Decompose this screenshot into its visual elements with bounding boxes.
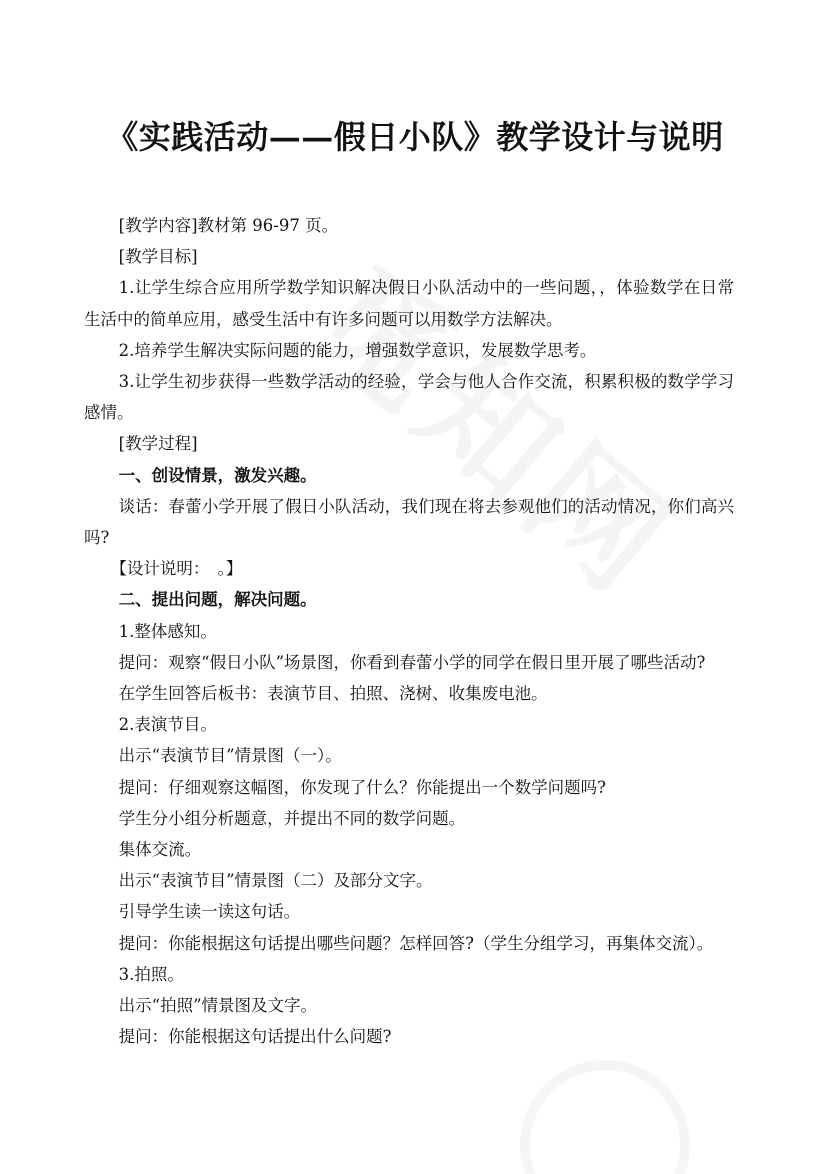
paragraph-photo: 3.拍照。	[118, 964, 184, 984]
paragraph-board-writing: 在学生回答后板书：表演节目、拍照、浇树、收集废电池。	[118, 684, 548, 704]
paragraph-goal-1: 1.让学生综合应用所学数学知识解决假日小队活动中的一些问题，，体验数学在日常生活中的简单应用，感受生活中有许多问题可以用数学方法解决。	[84, 278, 734, 329]
paragraph-overall-perception: 1.整体感知。	[118, 621, 217, 641]
paragraph-goal-2: 2.培养学生解决实际问题的能力，增强数学意识，发展数学思考。	[118, 340, 597, 360]
paragraph-group-analysis: 学生分小组分析题意，并提出不同的数学问题。	[118, 808, 466, 828]
paragraph-collective-exchange: 集体交流。	[118, 840, 202, 860]
paragraph-question-observe: 提问：观察“假日小队”场景图，你看到春蕾小学的同学在假日里开展了哪些活动?	[118, 652, 706, 672]
paragraph-question-sentence: 提问：你能根据这句话提出哪些问题？怎样回答?（学生分组学习，再集体交流）。	[118, 933, 714, 953]
paragraph-performance: 2.表演节目。	[118, 715, 217, 735]
paragraph-teaching-process-heading: [教学过程]	[118, 434, 198, 454]
paragraph-teaching-content: [教学内容]教材第 96-97 页。	[118, 216, 339, 235]
paragraph-talk: 谈话：春蕾小学开展了假日小队活动，我们现在将去参观他们的活动情况，你们高兴吗?	[84, 496, 734, 548]
paragraph-design-note: 【设计说明： 。】	[110, 559, 243, 579]
paragraph-teaching-goals-heading: [教学目标]	[118, 247, 198, 267]
paragraph-question-careful: 提问：仔细观察这幅图，你发现了什么？你能提出一个数学问题吗?	[118, 777, 606, 797]
paragraph-show-scene-2: 出示“表演节目”情景图（二）及部分文字。	[118, 871, 433, 891]
section-heading-2: 二、提出问题，解决问题。	[118, 590, 317, 610]
section-heading-1: 一、创设情景，激发兴趣。	[118, 465, 317, 485]
document-body	[84, 210, 734, 1052]
paragraph-goal-3: 3.让学生初步获得一些数学活动的经验，学会与他人合作交流，积累积极的数学学习感情。	[84, 372, 734, 423]
paragraph-guide-reading: 引导学生读一读这句话。	[118, 902, 301, 922]
paragraph-show-photo-scene: 出示“拍照”情景图及文字。	[118, 996, 318, 1016]
document-title: 《实践活动——假日小队》教学设计与说明	[106, 118, 724, 156]
paragraph-question-photo: 提问：你能根据这句话提出什么问题?	[118, 1027, 392, 1047]
paragraph-show-scene-1: 出示“表演节目”情景图（一）。	[118, 746, 342, 766]
